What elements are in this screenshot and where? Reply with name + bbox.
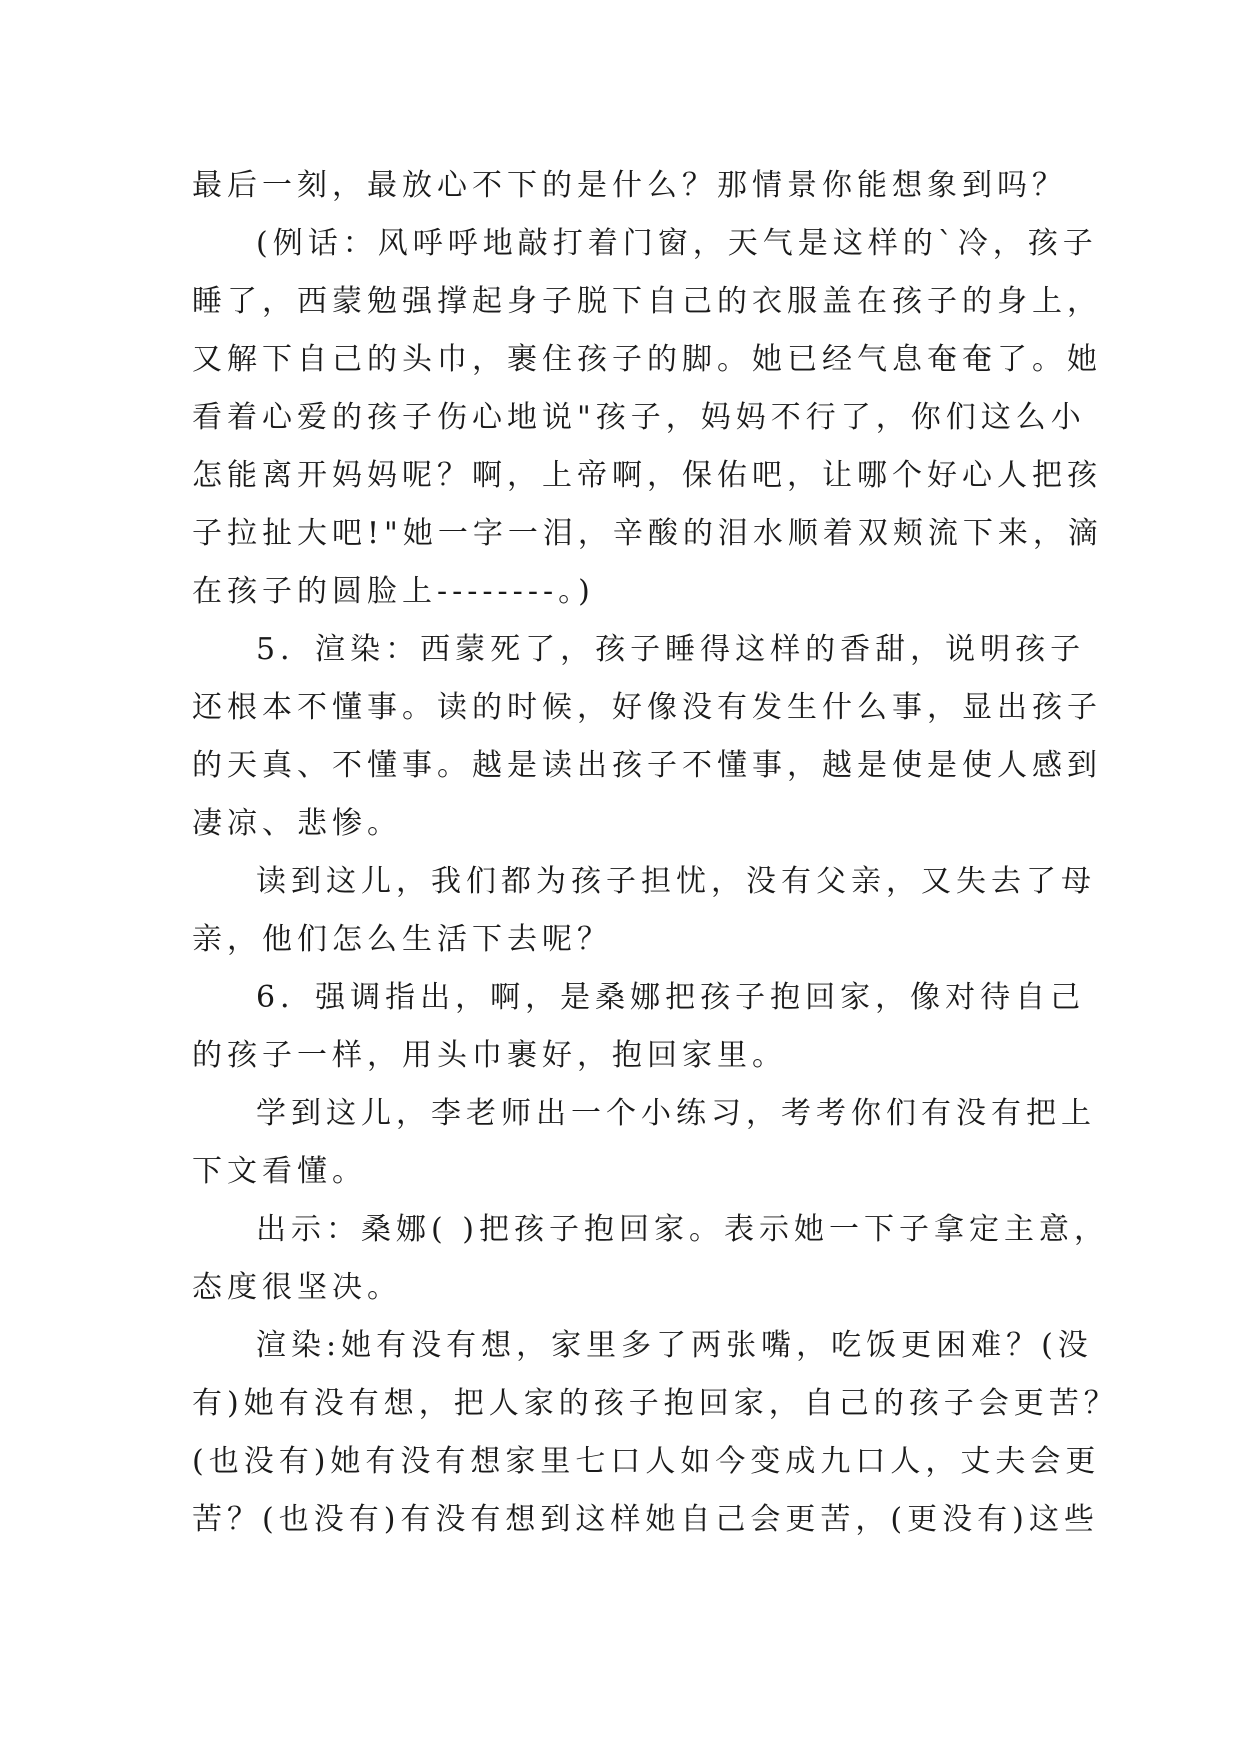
text-line: 5．渲染：西蒙死了，孩子睡得这样的香甜，说明孩子 [256,632,1086,667]
text-line: 读到这儿，我们都为孩子担忧，没有父亲，又失去了母 [256,864,1096,899]
text-line: 渲染:她有没有想，家里多了两张嘴，吃饭更困难？(没 [256,1328,1093,1363]
text-line: (也没有)她有没有想家里七口人如今变成九口人，丈夫会更 [192,1444,1101,1479]
text-line: 最后一刻，最放心不下的是什么？那情景你能想象到吗？ [192,168,1067,203]
text-line: 下文看懂。 [192,1154,367,1189]
text-line: 还根本不懂事。读的时候，好像没有发生什么事，显出孩子 [192,690,1102,725]
text-line: 6．强调指出，啊，是桑娜把孩子抱回家，像对待自己 [256,980,1086,1015]
text-line: 出示：桑娜( )把孩子抱回家。表示她一下子拿定主意， [256,1212,1109,1247]
text-line: 看着心爱的孩子伤心地说"孩子，妈妈不行了，你们这么小 [192,400,1086,435]
text-line: 苦？(也没有)有没有想到这样她自己会更苦，(更没有)这些 [192,1502,1099,1537]
document-page [192,157,1119,1549]
text-line: 怎能离开妈妈呢？啊，上帝啊，保佑吧，让哪个好心人把孩 [192,458,1102,493]
text-line: 的孩子一样，用头巾裹好，抱回家里。 [192,1038,787,1073]
text-line: (例话：风呼呼地敲打着门窗，天气是这样的`冷，孩子 [256,226,1098,261]
text-line: 学到这儿，李老师出一个小练习，考考你们有没有把上 [256,1096,1096,1131]
text-line: 的天真、不懂事。越是读出孩子不懂事，越是使是使人感到 [192,748,1102,783]
text-line: 有)她有没有想，把人家的孩子抱回家，自己的孩子会更苦？ [192,1386,1119,1421]
text-line: 睡了，西蒙勉强撑起身子脱下自己的衣服盖在孩子的身上， [192,284,1102,319]
text-line: 凄凉、悲惨。 [192,806,402,841]
text-line: 子拉扯大吧!"她一字一泪，辛酸的泪水顺着双颊流下来，滴 [192,516,1103,551]
text-line: 态度很坚决。 [192,1270,402,1305]
text-line: 又解下自己的头巾，裹住孩子的脚。她已经气息奄奄了。她 [192,342,1102,377]
text-line: 在孩子的圆脸上--------。) [192,574,595,609]
text-line: 亲，他们怎么生活下去呢？ [192,922,612,957]
